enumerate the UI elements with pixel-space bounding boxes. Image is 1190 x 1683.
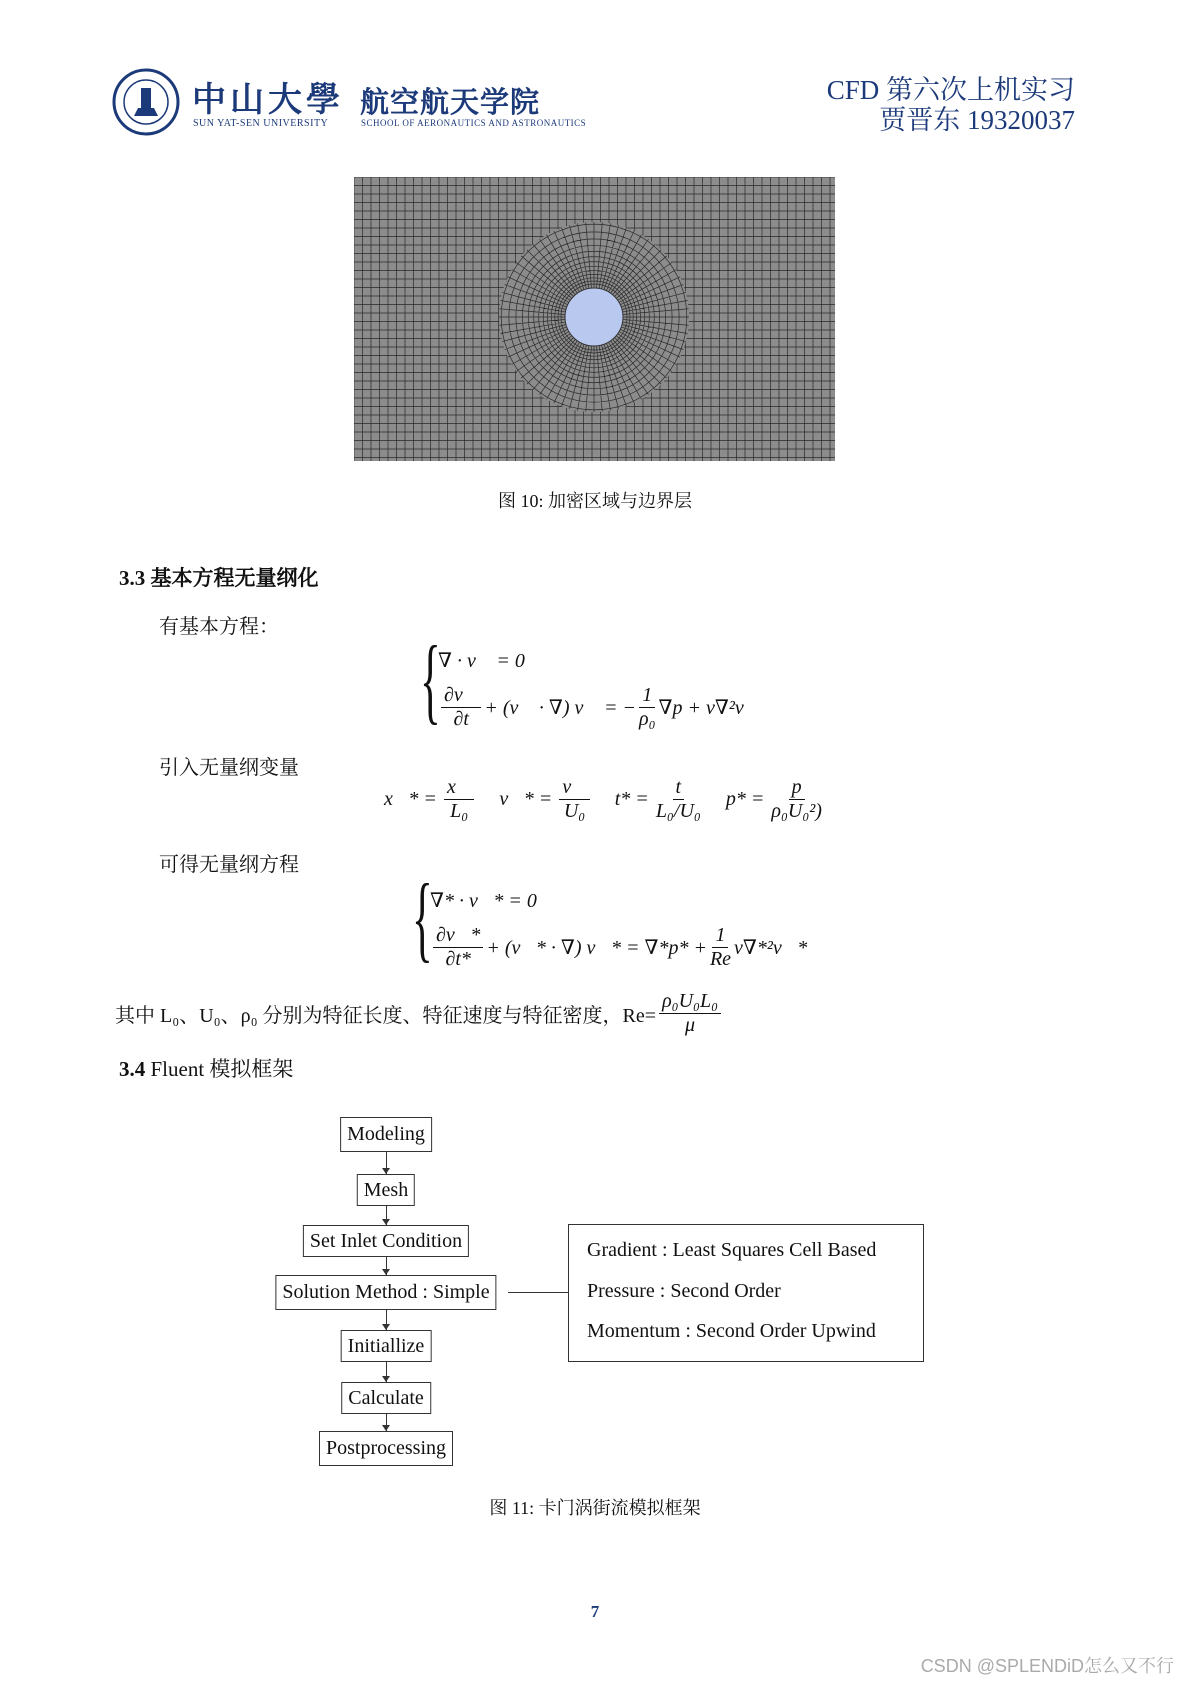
v-den: U₀ bbox=[563, 800, 586, 822]
result-intro-text: 可得无量纲方程 bbox=[159, 854, 299, 876]
solution-details-box bbox=[568, 1224, 924, 1362]
watermark: CSDN @SPLENDiD怎么又不行 bbox=[920, 1656, 1174, 1676]
step-solution-method: Solution Method : Simple bbox=[275, 1275, 496, 1310]
report-title: CFD 第六次上机实习 bbox=[826, 75, 1075, 105]
eq-rho: ρ₀ bbox=[638, 708, 656, 730]
detail-momentum: Momentum : Second Order Upwind bbox=[587, 1320, 876, 1342]
connector-line bbox=[508, 1292, 568, 1293]
detail-pressure: Pressure : Second Order bbox=[587, 1280, 781, 1302]
re-num: ρ₀U₀L₀ bbox=[659, 990, 721, 1014]
t-num: t bbox=[673, 776, 685, 800]
reynolds-note bbox=[115, 990, 724, 1037]
x-lhs: x⃗* = bbox=[384, 788, 437, 810]
step-mesh: Mesh bbox=[357, 1174, 415, 1206]
university-name-en: SUN YAT-SEN UNIVERSITY bbox=[193, 118, 329, 129]
eq-one: 1 bbox=[639, 684, 655, 708]
left-brace: { bbox=[420, 626, 441, 733]
p-num: p bbox=[789, 776, 805, 800]
eq-tail: ∇p + ν∇²v⃗ bbox=[658, 697, 760, 719]
figure-11-caption: 图 11: 卡门涡街流模拟框架 bbox=[489, 1498, 701, 1518]
school-name-en: SCHOOL OF AERONAUTICS AND ASTRONAUTICS bbox=[361, 118, 587, 128]
author-line: 贾晋东 19320037 bbox=[879, 105, 1075, 135]
page-number: 7 bbox=[590, 1602, 600, 1621]
x-den: L₀ bbox=[450, 800, 469, 822]
cylinder bbox=[565, 288, 623, 346]
v-num: v⃗ bbox=[559, 776, 589, 800]
eq-re: Re bbox=[709, 948, 732, 970]
eq-tail: ν∇*²v⃗* bbox=[734, 937, 808, 959]
re-den: μ bbox=[685, 1014, 696, 1036]
step-set-inlet: Set Inlet Condition bbox=[303, 1225, 469, 1257]
t-den: L₀/U₀ bbox=[655, 800, 701, 822]
section-3-4-heading bbox=[119, 1053, 293, 1083]
university-seal-logo bbox=[112, 68, 180, 136]
detail-gradient: Gradient : Least Squares Cell Based bbox=[587, 1239, 877, 1261]
eq-den: ∂t* bbox=[445, 948, 471, 970]
x-num: x⃗ bbox=[444, 776, 474, 800]
v-lhs: v⃗* = bbox=[499, 788, 553, 810]
continuity-equation: ∇* · v⃗* = 0 bbox=[430, 890, 537, 912]
eq-mid: + (v⃗ · ∇) v⃗ = − bbox=[484, 697, 636, 719]
eq-num: ∂v⃗ bbox=[441, 684, 481, 708]
p-lhs: p* = bbox=[725, 788, 765, 810]
step-calculate: Calculate bbox=[341, 1382, 431, 1414]
step-initialize: Initiallize bbox=[341, 1330, 432, 1362]
left-brace: { bbox=[412, 864, 433, 971]
heading-text: Fluent 模拟框架 bbox=[150, 1057, 294, 1081]
note-text: 其中 L₀、U₀、ρ₀ 分别为特征长度、特征速度与特征密度，Re= bbox=[115, 1005, 657, 1027]
p-den: ρ₀U₀²) bbox=[771, 800, 822, 822]
momentum-equation bbox=[438, 684, 759, 731]
vars-intro-text: 引入无量纲变量 bbox=[159, 757, 299, 779]
eq-mid: + (v⃗* · ∇) v⃗* = ∇*p* + bbox=[486, 937, 707, 959]
intro-text: 有基本方程： bbox=[159, 616, 279, 638]
figure-10-caption: 图 10: 加密区域与边界层 bbox=[497, 491, 692, 511]
heading-num: 3.4 bbox=[119, 1057, 146, 1081]
continuity-equation: ∇ · v⃗ = 0 bbox=[438, 650, 525, 672]
school-name-cn: 航空航天学院 bbox=[360, 85, 541, 119]
eq-one: 1 bbox=[712, 924, 728, 948]
step-postprocessing: Postprocessing bbox=[319, 1431, 453, 1466]
mesh-figure bbox=[354, 177, 835, 461]
university-name-cn: 中山大學 bbox=[192, 80, 344, 120]
momentum-equation bbox=[430, 924, 807, 971]
eq-num: ∂v⃗* bbox=[433, 924, 483, 948]
t-lhs: t* = bbox=[614, 788, 649, 810]
eq-den: ∂t bbox=[453, 708, 469, 730]
step-modeling: Modeling bbox=[340, 1117, 432, 1152]
dimensionless-variables bbox=[384, 776, 825, 823]
section-3-3-heading: 3.3 基本方程无量纲化 bbox=[119, 566, 319, 590]
